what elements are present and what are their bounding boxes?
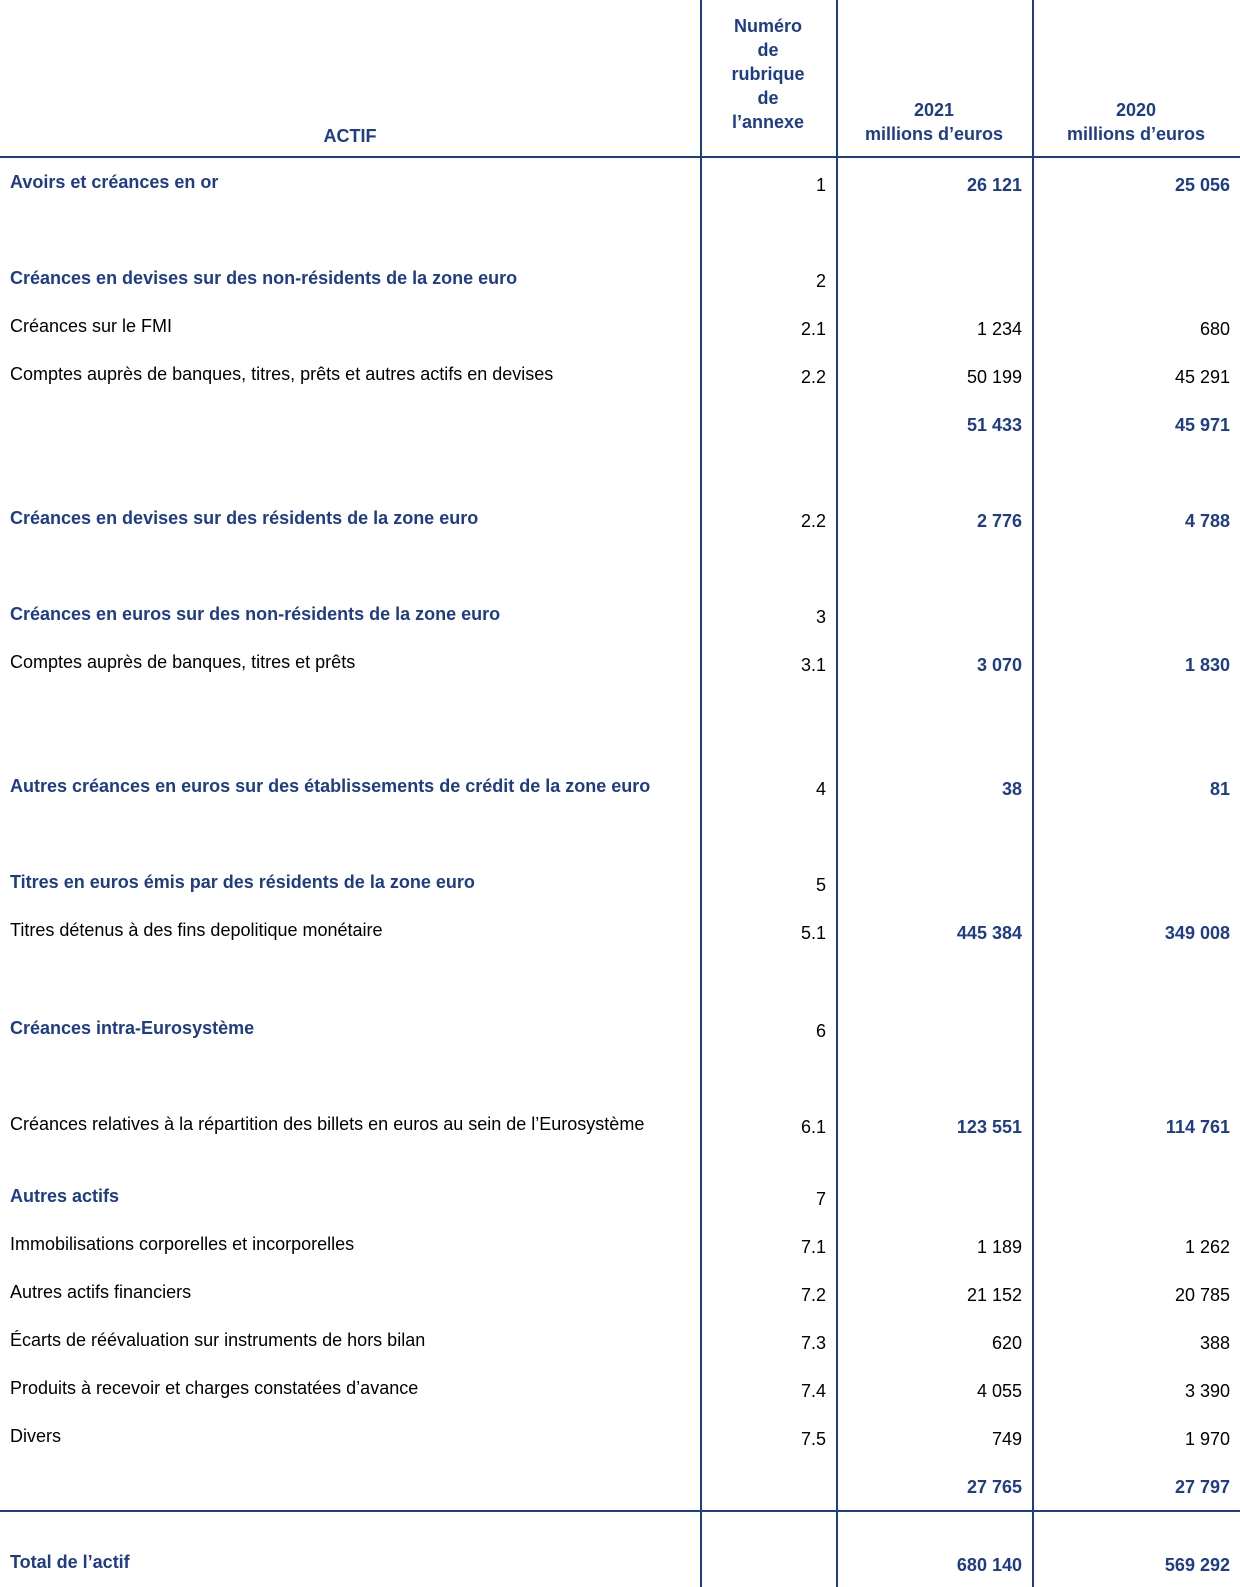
- row-value-2020-text: 1 830: [1184, 655, 1230, 675]
- row-note-number: [700, 1555, 836, 1576]
- row-value-2020-text: 45 971: [1174, 415, 1230, 435]
- row-value-2021-text: 1 189: [976, 1237, 1022, 1257]
- row-label: Créances en devises sur des résidents de la zone euro: [10, 508, 479, 528]
- row-note-number-text: 7.3: [800, 1333, 826, 1353]
- row-note-number-text: 7.1: [800, 1237, 826, 1257]
- row-value-2021-text: 749: [991, 1429, 1022, 1449]
- row-label: Écarts de réévaluation sur instruments de hors bilan: [10, 1330, 426, 1350]
- header-2020-unit: millions d’euros: [1066, 124, 1206, 144]
- row-note-number-text: 3.1: [800, 655, 826, 675]
- row-note-number-text: 1: [815, 175, 826, 195]
- row-value-2021: [836, 1555, 1032, 1576]
- row-value-2020-text: 20 785: [1174, 1285, 1230, 1305]
- row-value-2020-text: 27 797: [1174, 1477, 1230, 1497]
- row-value-2020-text: 3 390: [1184, 1381, 1230, 1401]
- row-label: Produits à recevoir et charges constatées d’avance: [10, 1378, 419, 1398]
- row-note-number-text: 7: [815, 1189, 826, 1209]
- row-note-number-text: 5: [815, 875, 826, 895]
- row-note-number-text: 7.4: [800, 1381, 826, 1401]
- row-value-2021-text: 2 776: [976, 511, 1022, 531]
- row-value-2021-text: 1 234: [976, 319, 1022, 339]
- row-label: Autres actifs financiers: [10, 1282, 192, 1302]
- row-value-2020-text: 680: [1199, 319, 1230, 339]
- row-label: Créances sur le FMI: [10, 316, 173, 336]
- row-value-2021-text: 26 121: [966, 175, 1022, 195]
- row-label: Créances en devises sur des non-résidents de la zone euro: [10, 268, 518, 288]
- row-value-2020: [1032, 1555, 1240, 1576]
- row-label: Créances intra-Eurosystème: [10, 1018, 255, 1038]
- header-2021-year: 2021: [913, 100, 955, 120]
- header-actif-label: ACTIF: [323, 126, 377, 146]
- header-note-line: rubrique: [731, 64, 805, 84]
- row-note-number-text: 2.1: [800, 319, 826, 339]
- row-note-number-text: 7.5: [800, 1429, 826, 1449]
- row-value-2021-text: 3 070: [976, 655, 1022, 675]
- row-note-number-text: 2.2: [800, 367, 826, 387]
- row-label: Titres en euros émis par des résidents de la zone euro: [10, 872, 475, 892]
- row-value-2021-text: 4 055: [976, 1381, 1022, 1401]
- row-note-number-text: [826, 1555, 836, 1575]
- row-label: Divers: [10, 1426, 62, 1446]
- row-value-2021-text: 123 551: [956, 1117, 1022, 1137]
- row-value-2021-text: 680 140: [956, 1555, 1022, 1575]
- row-value-2021-text: 50 199: [966, 367, 1022, 387]
- row-note-number-text: 3: [815, 607, 826, 627]
- row-label: Titres détenus à des fins depolitique monétaire: [10, 920, 383, 940]
- row-value-2020-text: 569 292: [1164, 1555, 1230, 1575]
- row-value-2020-text: 1 262: [1184, 1237, 1230, 1257]
- row-note-number-text: 7.2: [800, 1285, 826, 1305]
- row-label: Comptes auprès de banques, titres et prêts: [10, 652, 356, 672]
- row-value-2021-text: 620: [991, 1333, 1022, 1353]
- row-note-number-text: 6: [815, 1021, 826, 1041]
- header-note-line: de: [757, 88, 779, 108]
- row-note-number-text: 5.1: [800, 923, 826, 943]
- row-note-number-text: 2.2: [800, 511, 826, 531]
- row-label: Autres actifs: [10, 1186, 120, 1206]
- row-label: Total de l’actif: [10, 1552, 130, 1572]
- row-value-2021-text: 38: [1001, 779, 1022, 799]
- row-label: Avoirs et créances en or: [10, 172, 219, 192]
- row-value-2021-text: 51 433: [966, 415, 1022, 435]
- header-note-line: Numéro: [733, 16, 802, 36]
- header-2021-unit: millions d’euros: [864, 124, 1004, 144]
- row-note-number-text: 2: [815, 271, 826, 291]
- row-label: Autres créances en euros sur des établissements de crédit de la zone euro: [10, 776, 651, 796]
- row-label: Créances en euros sur des non-résidents de la zone euro: [10, 604, 501, 624]
- row-value-2020-text: 45 291: [1174, 367, 1230, 387]
- row-label: Créances relatives à la répartition des billets en euros au sein de l’Eurosystème: [10, 1114, 645, 1134]
- row-value-2021-text: 27 765: [966, 1477, 1022, 1497]
- row-note-number-text: 6.1: [800, 1117, 826, 1137]
- row-value-2020-text: 25 056: [1174, 175, 1230, 195]
- header-note-line: l’annexe: [731, 112, 805, 132]
- row-value-2020-text: 81: [1209, 779, 1230, 799]
- header-2020-year: 2020: [1115, 100, 1157, 120]
- row-label: Comptes auprès de banques, titres, prêts et autres actifs en devises: [10, 364, 554, 384]
- row-value-2020-text: 349 008: [1164, 923, 1230, 943]
- row-value-2020-text: 1 970: [1184, 1429, 1230, 1449]
- row-label: Immobilisations corporelles et incorporelles: [10, 1234, 355, 1254]
- row-value-2021-text: 21 152: [966, 1285, 1022, 1305]
- row-value-2020-text: 114 761: [1165, 1117, 1230, 1137]
- row-value-2021-text: 445 384: [956, 923, 1022, 943]
- row-note-number-text: 4: [815, 779, 826, 799]
- row-value-2020-text: 388: [1199, 1333, 1230, 1353]
- row-value-2020-text: 4 788: [1184, 511, 1230, 531]
- header-note-line: de: [757, 40, 779, 60]
